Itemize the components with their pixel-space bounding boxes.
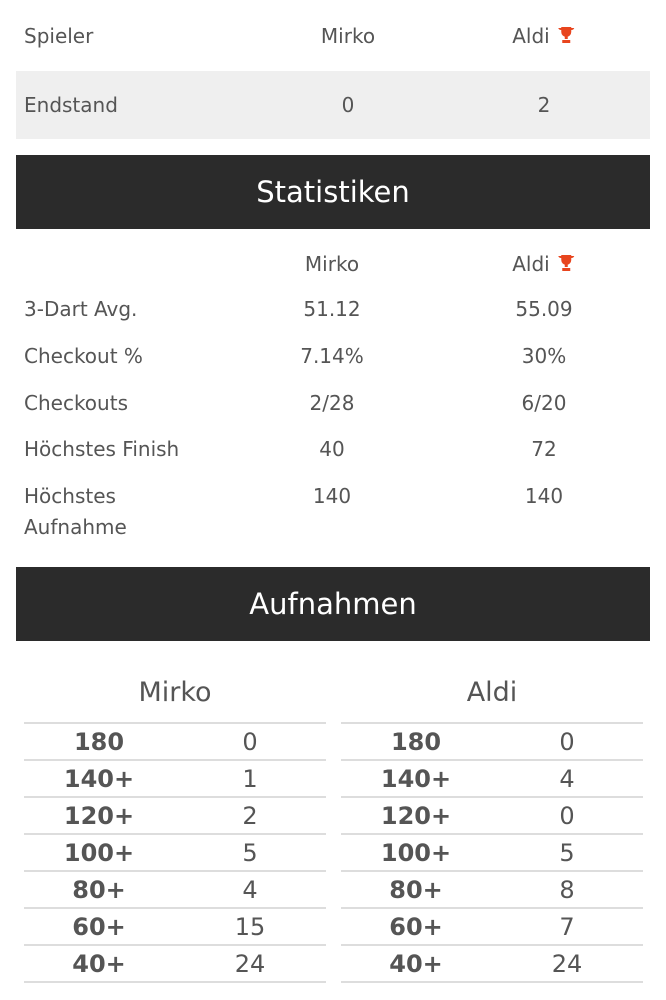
score-range-row (341, 724, 643, 761)
score-range: 120+ (380, 802, 452, 830)
score-range: 140+ (63, 765, 135, 793)
stat-value-player1: 7.14% (300, 344, 364, 368)
stat-label: Höchstes Finish (24, 437, 180, 461)
score-range: 40+ (72, 950, 126, 978)
stat-label: 3-Dart Avg. (24, 297, 138, 321)
score-count: 1 (242, 765, 258, 793)
scores-banner (16, 567, 650, 641)
stat-value-player1: 2/28 (309, 391, 355, 415)
stats-player2-header: Aldi (512, 252, 550, 276)
scores-title: Aufnahmen (249, 587, 417, 621)
score-range: 60+ (389, 913, 443, 941)
score-range-row (24, 835, 326, 872)
score-range-row (341, 761, 643, 798)
score-count: 4 (242, 876, 258, 904)
score-range: 180 (390, 728, 442, 756)
score-range-row (341, 872, 643, 909)
statistics-banner (16, 155, 650, 229)
score-range: 60+ (72, 913, 126, 941)
score-count: 8 (559, 876, 575, 904)
panel-player-name: Mirko (24, 672, 326, 724)
score-count: 0 (559, 728, 575, 756)
score-range-row (341, 835, 643, 872)
stats-player1-header: Mirko (304, 252, 360, 276)
final-score-label: Endstand (24, 93, 118, 117)
stat-value-player1: 51.12 (303, 297, 361, 321)
statistics-title: Statistiken (256, 175, 410, 209)
score-range: 80+ (389, 876, 443, 904)
stat-value-player1: 140 (312, 484, 352, 508)
stat-value-player2: 30% (521, 344, 567, 368)
trophy-icon (556, 25, 576, 45)
score-range-row (24, 872, 326, 909)
score-count: 5 (559, 839, 575, 867)
score-range-row (341, 946, 643, 983)
score-range-row (24, 761, 326, 798)
stat-value-player2: 55.09 (515, 297, 573, 321)
stat-value-player2: 140 (524, 484, 564, 508)
score-range: 100+ (63, 839, 135, 867)
stat-label: Höchstes Aufnahme (24, 484, 127, 539)
stat-value-player1: 40 (319, 437, 345, 461)
player1-score: 0 (341, 93, 355, 117)
score-range-row (341, 798, 643, 835)
stats-player2-header-cell (512, 252, 576, 276)
score-count: 15 (234, 913, 266, 941)
panel-player-name: Aldi (341, 672, 643, 724)
score-range-row (24, 798, 326, 835)
score-count: 4 (559, 765, 575, 793)
score-count: 24 (551, 950, 583, 978)
score-range-row (341, 909, 643, 946)
score-count: 24 (234, 950, 266, 978)
players-label: Spieler (24, 24, 94, 48)
summary-header-row (16, 2, 650, 70)
trophy-icon (556, 253, 576, 273)
stat-label: Checkout % (24, 344, 143, 368)
score-count: 7 (559, 913, 575, 941)
score-range-row (24, 946, 326, 983)
score-range-row (24, 724, 326, 761)
player2-name-cell (512, 24, 576, 48)
score-range: 180 (73, 728, 125, 756)
score-range: 100+ (380, 839, 452, 867)
player2-name: Aldi (512, 24, 550, 48)
score-count: 2 (242, 802, 258, 830)
score-count: 0 (559, 802, 575, 830)
stat-value-player2: 6/20 (521, 391, 567, 415)
score-count: 5 (242, 839, 258, 867)
player2-scores-panel (341, 672, 643, 983)
score-range-row (24, 909, 326, 946)
stat-value-player2: 72 (531, 437, 557, 461)
player1-scores-panel (24, 672, 326, 983)
score-range: 120+ (63, 802, 135, 830)
score-range: 80+ (72, 876, 126, 904)
final-score-row (16, 71, 650, 139)
score-range: 40+ (389, 950, 443, 978)
score-range: 140+ (380, 765, 452, 793)
stat-label: Checkouts (24, 391, 128, 415)
player1-name: Mirko (320, 24, 376, 48)
player2-score: 2 (537, 93, 551, 117)
score-count: 0 (242, 728, 258, 756)
